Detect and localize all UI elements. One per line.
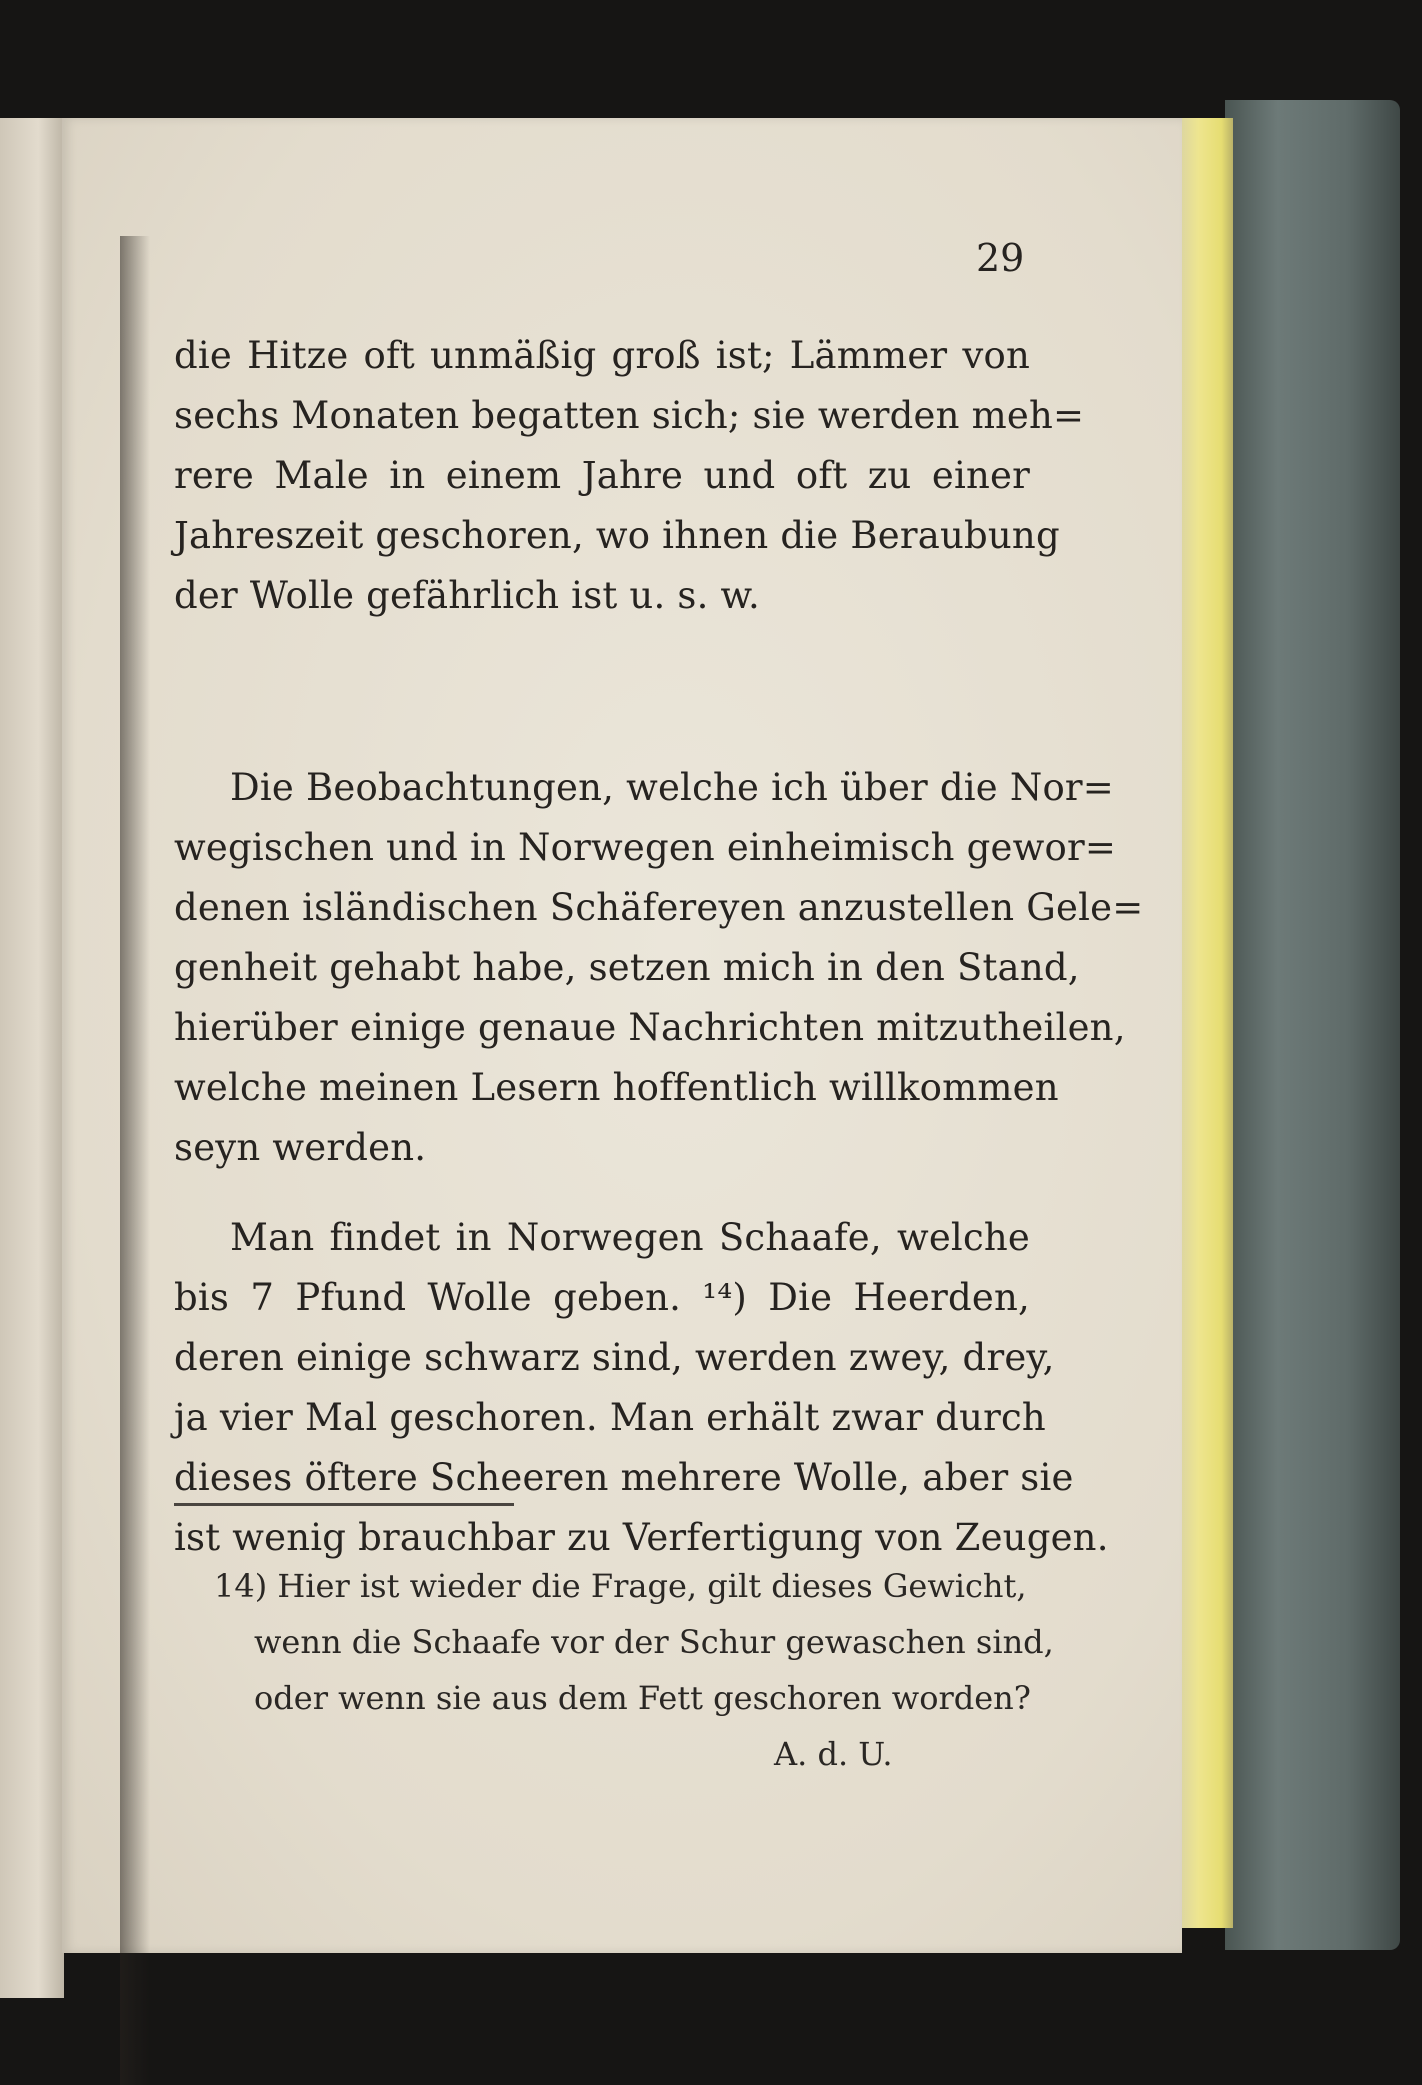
text-line: Jahreszeit geschoren, wo ihnen die Beraubung xyxy=(174,514,1060,557)
text-line: welche meinen Lesern hoffentlich willkommen xyxy=(174,1066,1059,1109)
text-line: genheit gehabt habe, setzen mich in den Stand, xyxy=(174,946,1080,989)
text-line: deren einige schwarz sind, werden zwey, drey, xyxy=(174,1336,1055,1379)
text-line: Die Beobachtungen, welche ich über die Nor= xyxy=(230,766,1115,809)
footnote-line: wenn die Schaafe vor der Schur gewaschen sind, xyxy=(254,1623,1054,1661)
text-line: seyn werden. xyxy=(174,1126,427,1169)
book-cover xyxy=(1225,100,1400,1950)
text-line: ist wenig brauchbar zu Verfertigung von Zeugen. xyxy=(174,1516,1109,1559)
text-line: Man findet in Norwegen Schaafe, welche xyxy=(230,1216,1030,1259)
page-edges-yellow xyxy=(1175,118,1233,1928)
text-line: dieses öftere Scheeren mehrere Wolle, aber sie xyxy=(174,1456,1074,1499)
paragraph-1 xyxy=(174,326,1085,626)
text-line: ja vier Mal geschoren. Man erhält zwar durch xyxy=(174,1396,1046,1439)
page-number: 29 xyxy=(976,236,1025,280)
text-line: der Wolle gefährlich ist u. s. w. xyxy=(174,574,760,617)
footnote-line: oder wenn sie aus dem Fett geschoren worden? xyxy=(254,1679,1031,1717)
text-line: denen isländischen Schäfereyen anzustellen Gele= xyxy=(174,886,1144,929)
book-page xyxy=(62,118,1182,1953)
text-line: sechs Monaten begatten sich; sie werden meh= xyxy=(174,394,1085,437)
paragraph-3 xyxy=(174,1208,1109,1568)
footnote-divider xyxy=(174,1503,514,1506)
previous-page-edge xyxy=(0,118,64,1998)
footnote-line: 14) Hier ist wieder die Frage, gilt dieses Gewicht, xyxy=(214,1567,1027,1605)
footnote-signature: A. d. U. xyxy=(774,1735,893,1773)
footnote xyxy=(214,1558,1054,1782)
text-line: bis 7 Pfund Wolle geben. ¹⁴) Die Heerden, xyxy=(174,1276,1030,1319)
text-line: hierüber einige genaue Nachrichten mitzutheilen, xyxy=(174,1006,1126,1049)
gutter-shadow xyxy=(120,236,150,2085)
text-line: wegischen und in Norwegen einheimisch gewor= xyxy=(174,826,1117,869)
text-line: die Hitze oft unmäßig groß ist; Lämmer von xyxy=(174,334,1030,377)
paragraph-2 xyxy=(174,758,1144,1178)
text-line: rere Male in einem Jahre und oft zu einer xyxy=(174,454,1030,497)
